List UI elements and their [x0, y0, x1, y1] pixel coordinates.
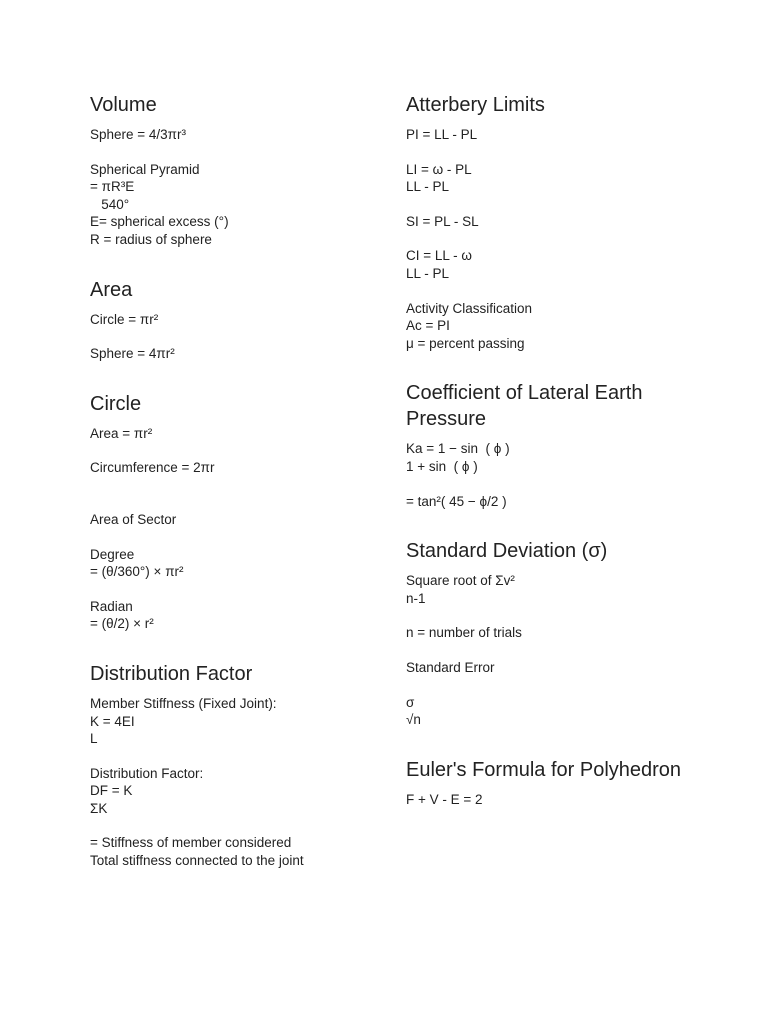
lateral-earth-pressure-section — [406, 380, 706, 510]
ka-denominator: 1 + sin ( ϕ ) — [406, 458, 478, 474]
stiffness-denominator: L — [90, 731, 98, 747]
sphere-area-formula: Sphere = 4πr² — [90, 346, 175, 362]
sigma-denominator: √n — [406, 712, 421, 728]
sigma-numerator: σ — [406, 694, 415, 710]
activity-title: Activity Classification — [406, 300, 533, 316]
area-section — [90, 277, 380, 363]
right-column — [406, 92, 706, 836]
left-column — [90, 92, 380, 898]
n-definition: n = number of trials — [406, 625, 522, 641]
euler-formula: F + V - E = 2 — [406, 791, 483, 807]
sqrt-numerator: Square root of Σv² — [406, 573, 515, 589]
pi-block — [406, 126, 706, 144]
atterbery-section — [406, 92, 706, 352]
standard-error-title: Standard Error — [406, 659, 495, 675]
li-numerator: LI = ω - PL — [406, 161, 472, 177]
radian-label: Radian — [90, 598, 133, 614]
standard-deviation-heading: Standard Deviation (σ) — [406, 540, 608, 563]
circle-section — [90, 391, 380, 633]
degree-formula: = (θ/360°) × πr² — [90, 564, 184, 580]
sqrt-block — [406, 572, 706, 607]
df-block — [90, 765, 380, 818]
pyramid-e-definition: E= spherical excess (°) — [90, 214, 229, 230]
stiffness-title: Member Stiffness (Fixed Joint): — [90, 695, 277, 711]
n-definition-block — [406, 624, 706, 642]
si-block — [406, 213, 706, 231]
area-heading: Area — [90, 278, 133, 301]
spherical-pyramid-block — [90, 161, 380, 249]
standard-deviation-section — [406, 538, 706, 729]
activity-block — [406, 300, 706, 353]
euler-formula-block — [406, 791, 706, 809]
circumference-block — [90, 459, 380, 477]
sphere-volume-block — [90, 126, 380, 144]
circle-area-block — [90, 311, 380, 329]
sqrt-denominator: n-1 — [406, 590, 426, 606]
li-block — [406, 161, 706, 196]
degree-label: Degree — [90, 546, 135, 562]
ci-block — [406, 247, 706, 282]
pyramid-title: Spherical Pyramid — [90, 161, 200, 177]
distribution-factor-section — [90, 661, 380, 870]
li-denominator: LL - PL — [406, 179, 450, 195]
ka-numerator: Ka = 1 − sin ( ϕ ) — [406, 441, 510, 457]
volume-heading: Volume — [90, 94, 157, 116]
euler-heading: Euler's Formula for Polyhedron — [406, 758, 682, 781]
radian-formula: = (θ/2) × r² — [90, 616, 154, 632]
distribution-factor-heading: Distribution Factor — [90, 662, 253, 685]
sector-block — [90, 511, 380, 529]
circle-section-area: Area = πr² — [90, 425, 153, 441]
euler-section — [406, 757, 706, 809]
lateral-earth-pressure-heading: Coefficient of Lateral Earth Pressure — [406, 382, 643, 431]
sphere-volume-formula: Sphere = 4/3πr³ — [90, 127, 186, 142]
activity-mu-definition: μ = percent passing — [406, 335, 525, 351]
sigma-block — [406, 694, 706, 729]
degree-block — [90, 546, 380, 581]
radian-block — [90, 598, 380, 633]
volume-section — [90, 92, 380, 249]
df-description-block — [90, 834, 380, 869]
tan-formula: = tan²( 45 − ϕ/2 ) — [406, 493, 507, 509]
pyramid-r-definition: R = radius of sphere — [90, 231, 212, 247]
si-formula: SI = PL - SL — [406, 213, 479, 229]
ka-block — [406, 440, 706, 475]
pi-formula: PI = LL - PL — [406, 127, 478, 142]
ci-denominator: LL - PL — [406, 265, 450, 281]
df-numerator: DF = K — [90, 783, 133, 799]
pyramid-denominator: 540° — [90, 196, 130, 212]
circle-heading: Circle — [90, 392, 142, 415]
member-stiffness-block — [90, 695, 380, 748]
df-desc-denominator: Total stiffness connected to the joint — [90, 853, 304, 869]
tan-block — [406, 493, 706, 511]
sector-title: Area of Sector — [90, 511, 177, 527]
sphere-area-block — [90, 345, 380, 363]
df-denominator: ΣK — [90, 800, 108, 816]
stiffness-numerator: K = 4EI — [90, 713, 135, 729]
ci-numerator: CI = LL - ω — [406, 248, 472, 264]
atterbery-heading: Atterbery Limits — [406, 94, 545, 116]
pyramid-numerator: = πR³E — [90, 179, 135, 195]
activity-formula: Ac = PI — [406, 318, 450, 334]
df-desc-numerator: = Stiffness of member considered — [90, 835, 292, 851]
circle-area-formula: Circle = πr² — [90, 311, 159, 327]
df-title: Distribution Factor: — [90, 765, 204, 781]
standard-error-block — [406, 659, 706, 677]
circumference-formula: Circumference = 2πr — [90, 460, 215, 476]
circle-area-formula-block — [90, 425, 380, 443]
